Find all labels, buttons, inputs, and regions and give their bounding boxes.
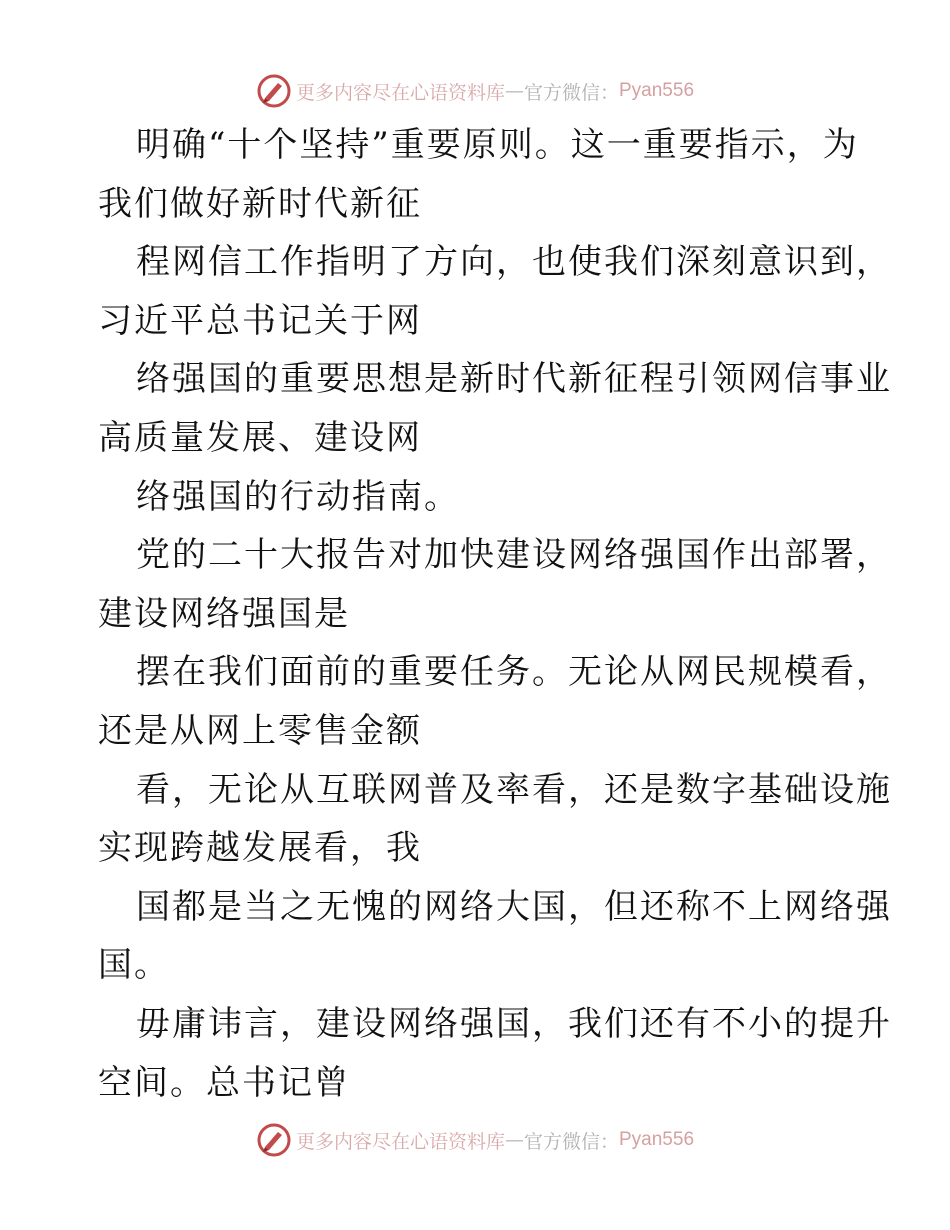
text-line: 国都是当之无愧的网络大国，但还称不上网络强 (136, 886, 892, 927)
text-line: 摆在我们面前的重要任务。无论从网民规模看， (136, 652, 892, 693)
text-line: 毋庸讳言，建设网络强国，我们还有不小的提升 (136, 1003, 892, 1044)
text-line: 习近平总书记关于网 (98, 300, 422, 341)
document-body (98, 116, 892, 1112)
text-line: 建设网络强国是 (98, 593, 350, 634)
watermark-main-text: 更多内容尽在心语资料库 (295, 81, 505, 104)
watermark-official-label: 官方微信： (523, 81, 619, 104)
text-line: 程网信工作指明了方向，也使我们深刻意识到， (136, 242, 892, 283)
text-line: 高质量发展、建设网 (98, 417, 422, 458)
footer-watermark (0, 1120, 950, 1160)
text-line: 党的二十大报告对加快建设网络强国作出部署， (136, 535, 892, 576)
text-line: 我们做好新时代新征 (98, 183, 422, 224)
watermark-wechat-id: Pyan556 (619, 80, 695, 101)
header-watermark (0, 71, 950, 111)
watermark-separator: — (504, 1129, 524, 1151)
watermark-official-label: 官方微信： (523, 1130, 619, 1153)
red-pen-logo-icon (256, 73, 292, 109)
text-line: 国。 (98, 945, 170, 986)
watermark-main-text: 更多内容尽在心语资料库 (295, 1130, 505, 1153)
text-line: 络强国的重要思想是新时代新征程引领网信事业 (136, 359, 892, 400)
text-line: 空间。总书记曾 (98, 1062, 350, 1103)
watermark-separator: — (504, 80, 524, 102)
text-line: 明确“十个坚持”重要原则。这一重要指示，为 (136, 125, 859, 165)
text-line: 还是从网上零售金额 (98, 710, 422, 751)
red-pen-logo-icon (256, 1122, 292, 1158)
text-line: 看，无论从互联网普及率看，还是数字基础设施 (136, 769, 892, 810)
watermark-wechat-id: Pyan556 (619, 1129, 695, 1150)
text-line: 实现跨越发展看，我 (98, 828, 422, 869)
text-line: 络强国的行动指南。 (136, 476, 460, 517)
